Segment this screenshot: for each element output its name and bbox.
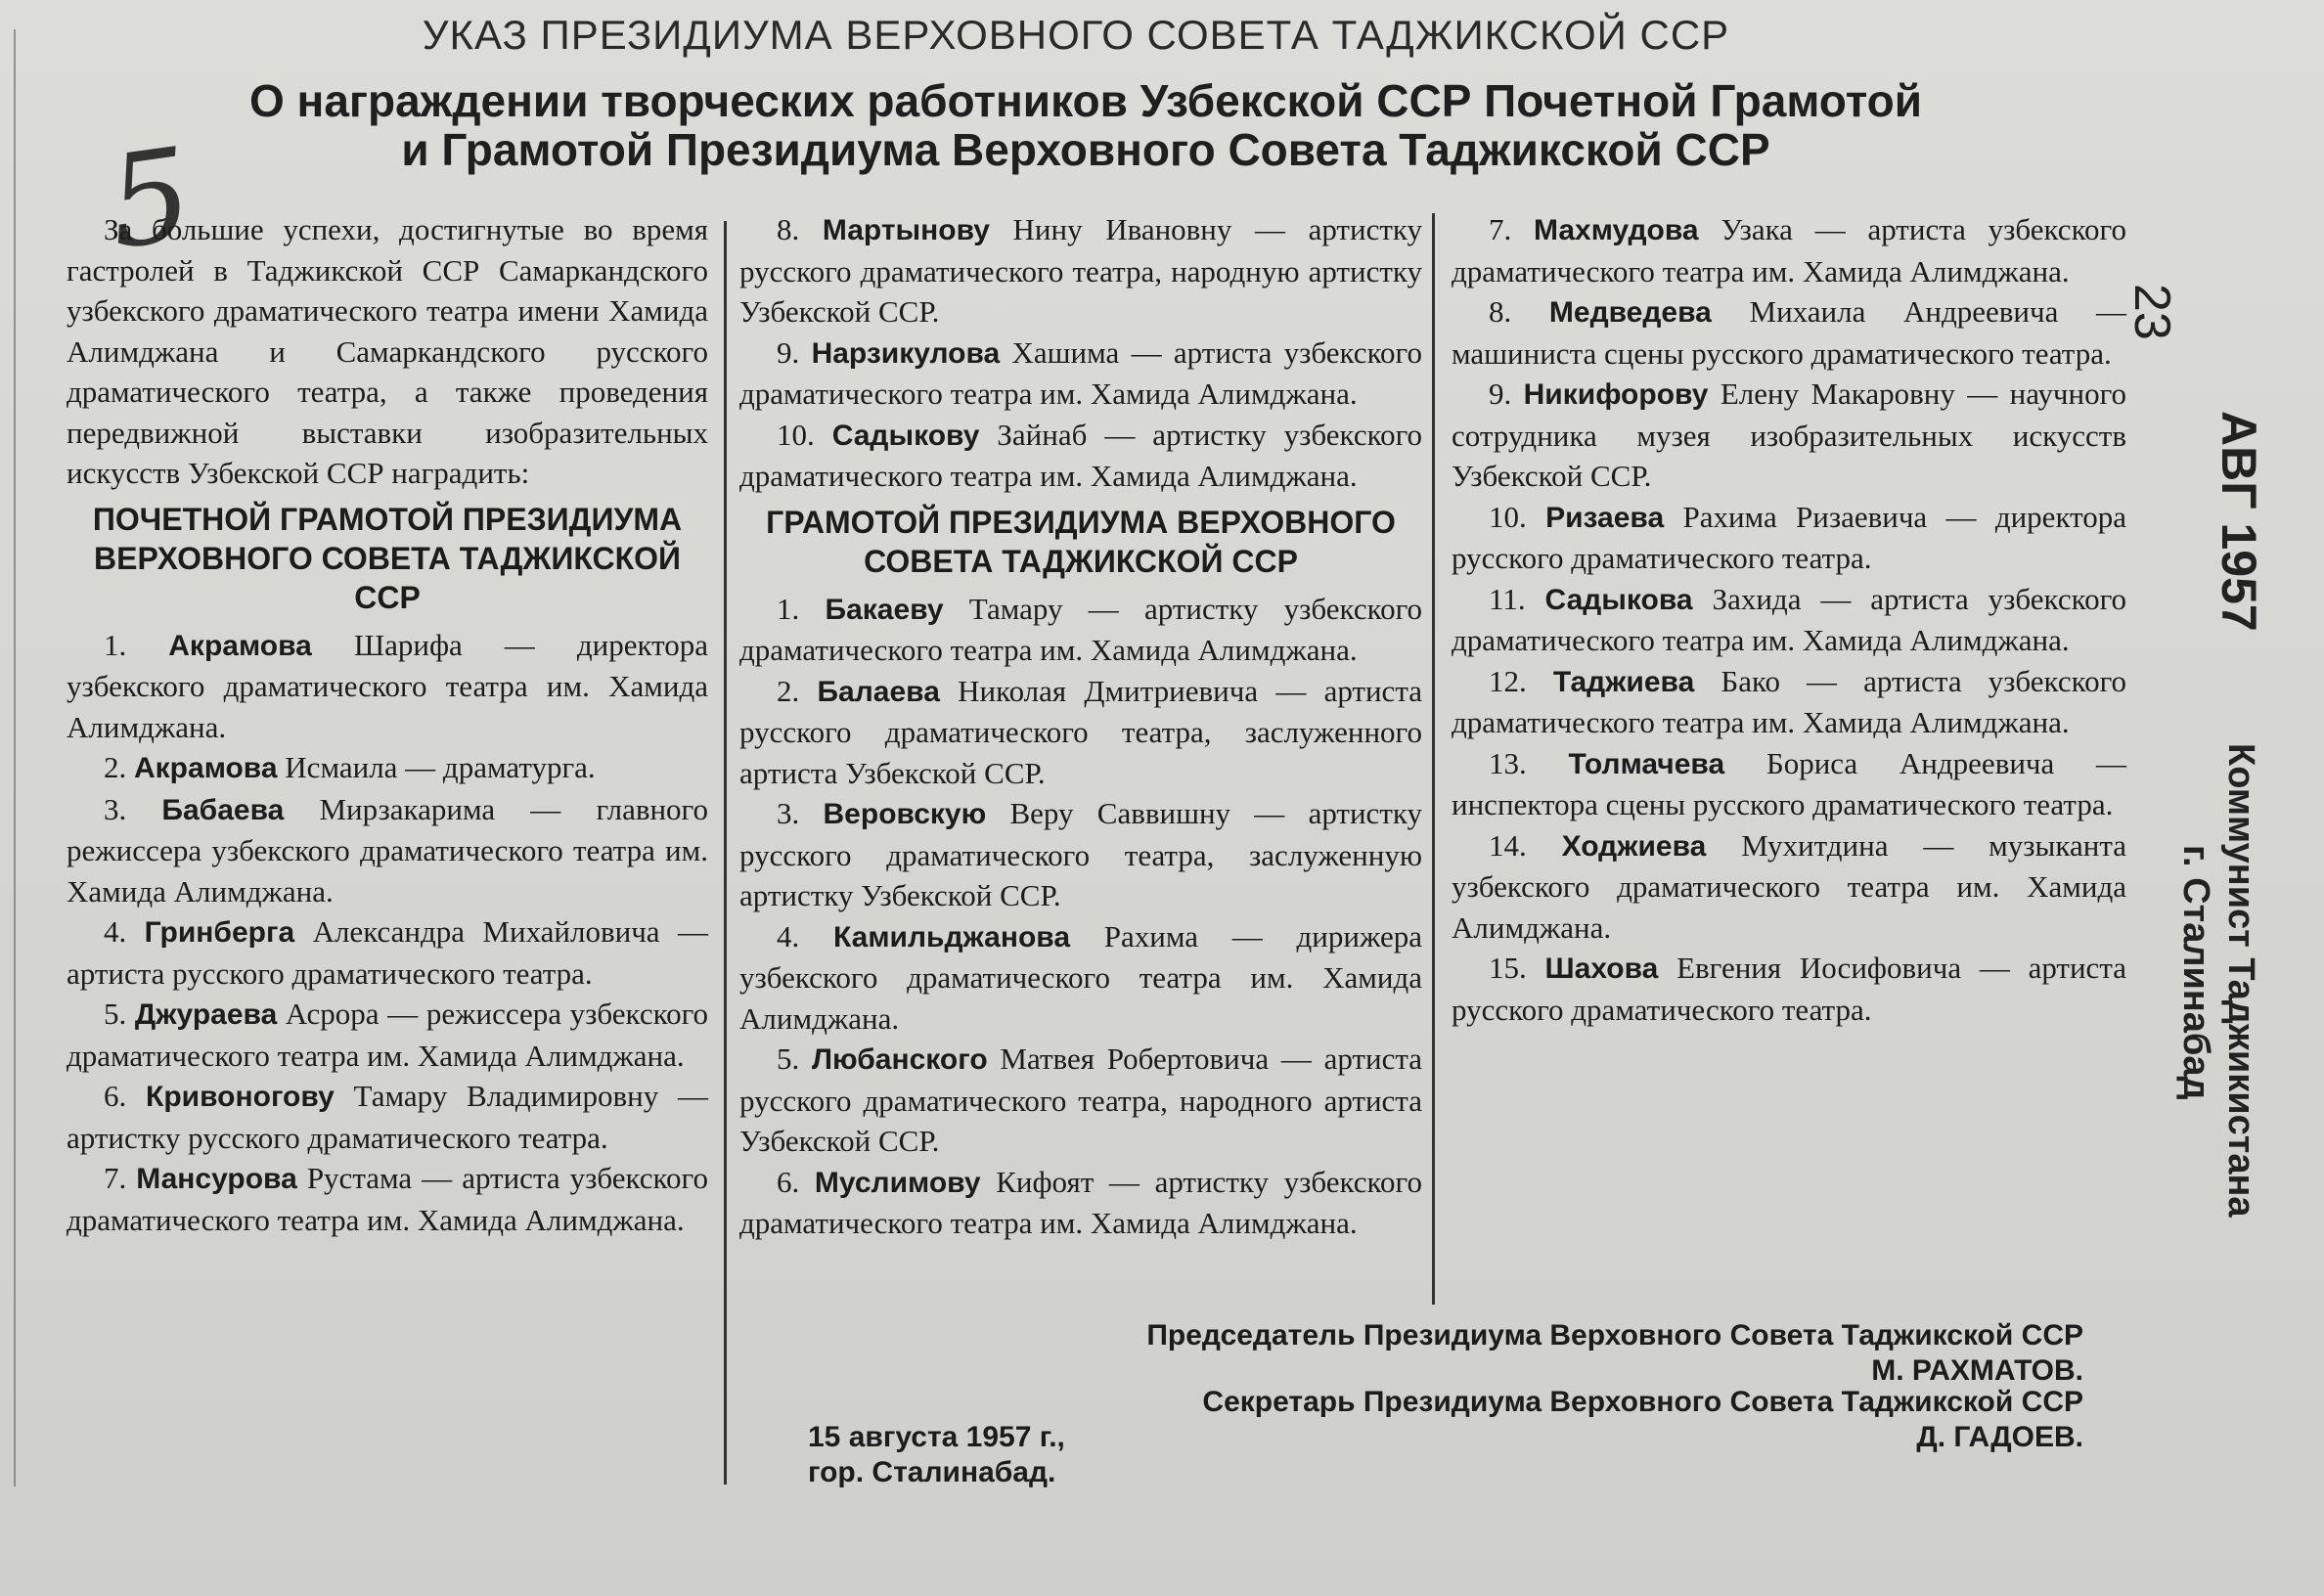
clipping-edge [14,29,16,1486]
award-item: 15. Шахова Евгения Иосифовича — артиста русского драматического театра. [1452,951,2126,1027]
award-item: 5. Любанского Матвея Робертовича — артиста русского драматического театра, народного артиста Узбекской ССР. [739,1042,1423,1158]
pencil-mark: 5 [99,118,201,279]
chairman-title: Председатель Президиума Верховного Совета Таджикской ССР [1146,1319,2083,1352]
award-item: 4. Гринберга Александра Михайловича — артиста русского драматического театра. [67,914,708,991]
award-item: 7. Махмудова Узака — артиста узбекского драматического театра им. Хамида Алимджана. [1452,212,2126,288]
award-item: 10. Садыкову Зайнаб — артистку узбекского драматического театра им. Хамида Алимджана. [739,417,1423,493]
column-3 [1452,209,2126,1030]
award-item: 8. Медведева Михаила Андреевича — машиниста сцены русского драматического театра. [1452,294,2127,371]
award-item: 6. Кривоногову Тамару Владимировну — артистку русского драматического театра. [67,1079,709,1155]
award-item: 3. Веровскую Веру Саввишну — артистку русского драматического театра, заслуженную артистку Узбекской ССР. [739,796,1422,912]
section-heading-diploma: ГРАМОТОЙ ПРЕЗИДИУМА ВЕРХОВНОГО СОВЕТА ТАДЖИКСКОЙ ССР [766,504,1396,579]
award-item: 6. Муслимову Кифоят — артистку узбекского драматического театра им. Хамида Алимджана. [739,1164,1422,1240]
column-1 [67,209,708,1240]
stamp-month-year: АВГ 1957 [2212,411,2266,632]
column-2 [739,209,1422,1244]
newspaper-city: г. Сталинабад [2175,845,2216,1100]
award-item: 14. Ходжиева Мухитдина — музыканта узбекского драматического театра им. Хамида Алимджана. [1452,827,2127,945]
headline-line-1: О награждении творческих работников Узбекской ССР Почетной Грамотой [248,75,1923,126]
secretary-name: Д. ГАДОЕВ. [1916,1421,2083,1453]
section-heading-honorary-diploma: ПОЧЕТНОЙ ГРАМОТОЙ ПРЕЗИДИУМА ВЕРХОВНОГО СОВЕТА ТАДЖИКСКОЙ ССР [92,501,683,615]
award-item: 3. Бабаева Мирзакарима — главного режиссера узбекского драматического театра им. Хамида Алимджана. [67,791,709,909]
award-item: 5. Джураева Асрора — режиссера узбекского драматического театра им. Хамида Алимджана. [67,997,709,1073]
award-item: 4. Камильджанова Рахима — дирижера узбекского драматического театра им. Хамида Алимджана. [739,918,1423,1036]
award-item: 11. Садыкова Захида — артиста узбекского драматического театра им. Хамида Алимджана. [1452,581,2127,657]
award-item: 9. Никифорову Елену Макаровну — научного сотрудника музея изобразительных искусств Узбекской ССР. [1452,377,2127,493]
award-item: 8. Мартынову Нину Ивановну — артистку русского драматического театра, народную артистку Узбекской ССР. [739,212,1422,329]
intro-paragraph: За большие успехи, достигнутые во время гастролей в Таджикской ССР Самаркандского узбекского драматического театра имени Хамида Алимджана и Самаркандского русского драматического театра, а также проведения передвижной выставки изобразительных искусств Узбекской ССР наградить: [67,212,708,490]
chairman-signature-block [880,1318,2083,1389]
headline-line-2: и Грамотой Президиума Верховного Совета Таджикской ССР [401,124,1770,175]
decree-headline [108,76,2064,174]
stamp-day-number: 23 [2123,284,2180,340]
column-rule-2 [1432,213,1435,1305]
decree-place: гор. Сталинабад. [808,1456,1056,1488]
award-item: 9. Нарзикулова Хашима — артиста узбекского драматического театра им. Хамида Алимджана. [739,334,1423,411]
award-item: 10. Ризаева Рахима Ризаевича — директора русского драматического театра. [1452,499,2126,575]
award-item: 12. Таджиева Бако — артиста узбекского драматического театра им. Хамида Алимджана. [1452,663,2127,739]
chairman-name: М. РАХМАТОВ. [1871,1354,2083,1387]
newspaper-name: Коммунист Таджикистана [2220,743,2261,1218]
award-item: 1. Бакаеву Тамару — артистку узбекского драматического театра им. Хамида Алимджана. [739,591,1423,667]
award-item: 7. Мансурова Рустама — артиста узбекского драматического театра им. Хамида Алимджана. [67,1161,708,1237]
decree-date-place [808,1420,1297,1490]
award-item: 2. Балаева Николая Дмитриевича — артиста русского драматического театра, заслуженного артиста Узбекской ССР. [739,673,1422,790]
decree-kicker: УКАЗ ПРЕЗИДИУМА ВЕРХОВНОГО СОВЕТА ТАДЖИКСКОЙ ССР [422,12,1730,58]
award-item: 1. Акрамова Шарифа — директора узбекского драматического театра им. Хамида Алимджана. [67,627,708,744]
column-rule-1 [724,221,727,1485]
award-item: 13. Толмачева Бориса Андреевича — инспектора сцены русского драматического театра. [1452,745,2127,821]
decree-date: 15 августа 1957 г., [808,1421,1065,1453]
award-item: 2. Акрамова Исмаила — драматурга. [104,750,596,784]
secretary-title: Секретарь Президиума Верховного Совета Таджикской ССР [1202,1386,2083,1418]
